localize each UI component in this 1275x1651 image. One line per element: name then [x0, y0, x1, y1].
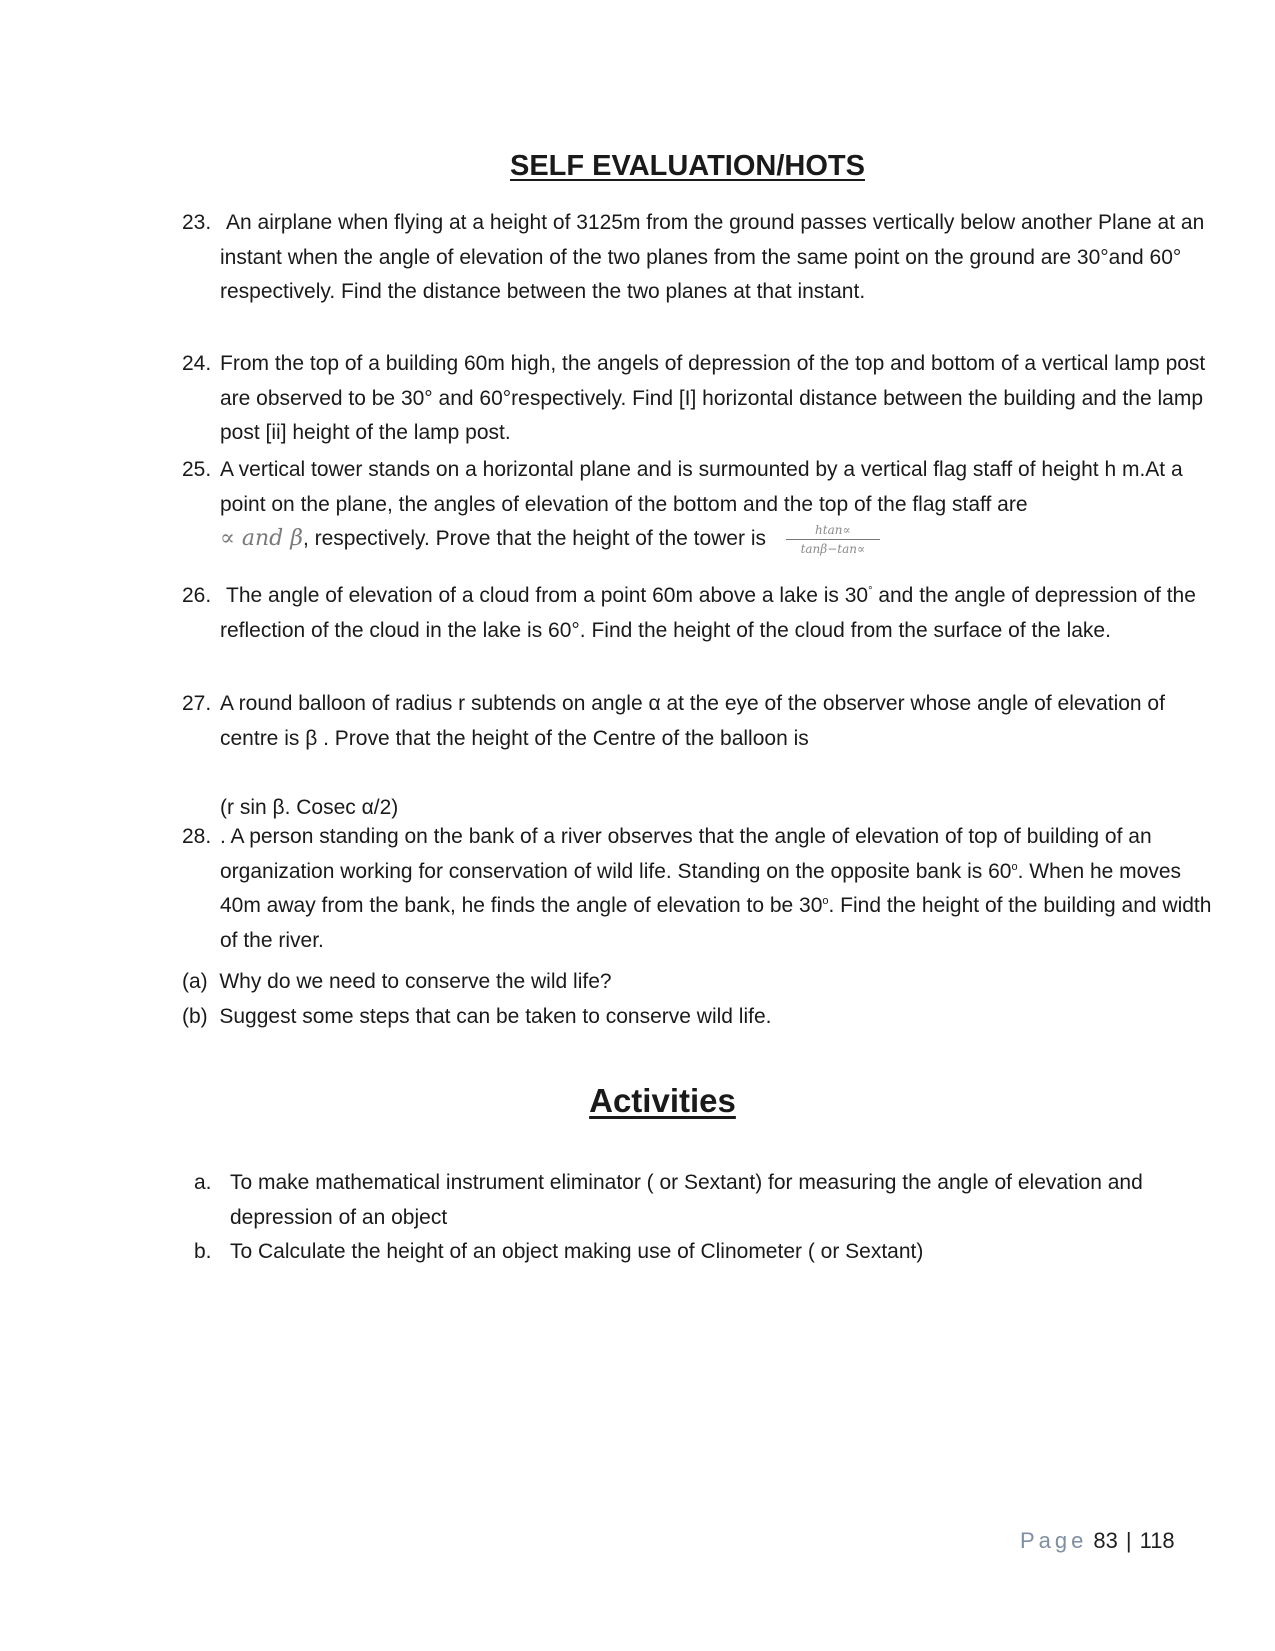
fraction-formula [786, 523, 880, 556]
fraction-denominator: tanβ−tan∝ [800, 541, 866, 556]
degree-symbol: o [822, 895, 829, 907]
activities-title: Activities [589, 1082, 736, 1119]
subquestion-text: Suggest some steps that can be taken to conserve wild life. [219, 1005, 772, 1028]
activity-b [194, 1235, 1224, 1270]
question-text: . A person standing on the bank of a river observes that the angle of elevation of top of building of an organization working for conservation of wild life. Standing on the opposite bank is 60 [220, 825, 1152, 883]
answer-expression: (r sin β. Cosec α/2) [220, 795, 399, 819]
activity-a [194, 1166, 1224, 1235]
question-24 [182, 347, 1222, 451]
subquestion-label: (a) [182, 970, 208, 993]
question-number: 26. [182, 584, 212, 607]
page-word: Page [1020, 1528, 1088, 1553]
question-body [220, 579, 1222, 648]
question-28 [182, 820, 1222, 958]
activity-text: To Calculate the height of an object making use of Clinometer ( or Sextant) [230, 1240, 924, 1263]
question-text: An airplane when flying at a height of 3125m from the ground passes vertically below another Plane at an instant when the angle of elevation of the two planes from the same point on the ground are 30°and 60° respectively. Find the distance between the two planes at that instant. [220, 211, 1205, 303]
activity-label: b. [194, 1240, 212, 1263]
question-body [220, 687, 1222, 825]
subquestion-label: (b) [182, 1005, 208, 1028]
fraction-numerator: htan∝ [815, 522, 851, 537]
section-title: SELF EVALUATION/HOTS [510, 150, 865, 182]
subquestion-text: Why do we need to conserve the wild life? [219, 970, 612, 993]
subquestion-b [182, 1000, 772, 1035]
question-number: 25. [182, 458, 212, 481]
page-footer [1020, 1528, 1175, 1554]
question-number: 28. [182, 825, 212, 848]
question-25 [182, 453, 1222, 557]
alpha-beta-expression: ∝ and β [220, 526, 303, 551]
question-23 [182, 206, 1222, 310]
degree-symbol: o [1011, 860, 1018, 873]
question-text: A round balloon of radius r subtends on angle α at the eye of the observer whose angle of elevation of centre is β . Prove that the height of the Centre of the balloon is [220, 692, 1165, 750]
question-number: 27. [182, 692, 212, 715]
question-body [220, 453, 1222, 557]
question-text-continued: and the angle of depression of the reflection of the cloud in the lake is 60°. Find the height of the cloud from the surface of the lake. [220, 584, 1196, 642]
subquestion-a [182, 965, 612, 1000]
degree-symbol: ° [868, 585, 873, 597]
question-number: 24. [182, 352, 212, 375]
question-text-end: . Find the height of the building and width of the river. [220, 894, 1212, 952]
activity-label: a. [194, 1171, 212, 1194]
question-27 [182, 687, 1222, 825]
question-text: From the top of a building 60m high, the angels of depression of the top and bottom of a vertical lamp post are observed to be 30° and 60°respectively. Find [I] horizontal distance between the building and the lamp post [ii] height of the lamp post. [220, 352, 1206, 444]
question-number: 23. [182, 211, 212, 234]
question-text-continued: , respectively. Prove that the height of the tower is [302, 527, 766, 550]
page-number: 83 [1093, 1528, 1118, 1553]
question-body [220, 820, 1222, 958]
page-total: 118 [1139, 1528, 1175, 1553]
page-separator: | [1125, 1528, 1132, 1553]
fraction-bar [786, 539, 880, 540]
question-text: A vertical tower stands on a horizontal plane and is surmounted by a vertical flag staff of height h m.At a point on the plane, the angles of elevation of the bottom and the top of the flag staff are [220, 458, 1183, 516]
question-text-continued: . When he moves 40m away from the bank, he finds the angle of elevation to be 30 [220, 859, 1182, 917]
question-26 [182, 579, 1222, 648]
activity-text: To make mathematical instrument eliminator ( or Sextant) for measuring the angle of elevation and depression of an object [230, 1171, 1143, 1229]
question-text: The angle of elevation of a cloud from a point 60m above a lake is 30 [226, 584, 869, 607]
